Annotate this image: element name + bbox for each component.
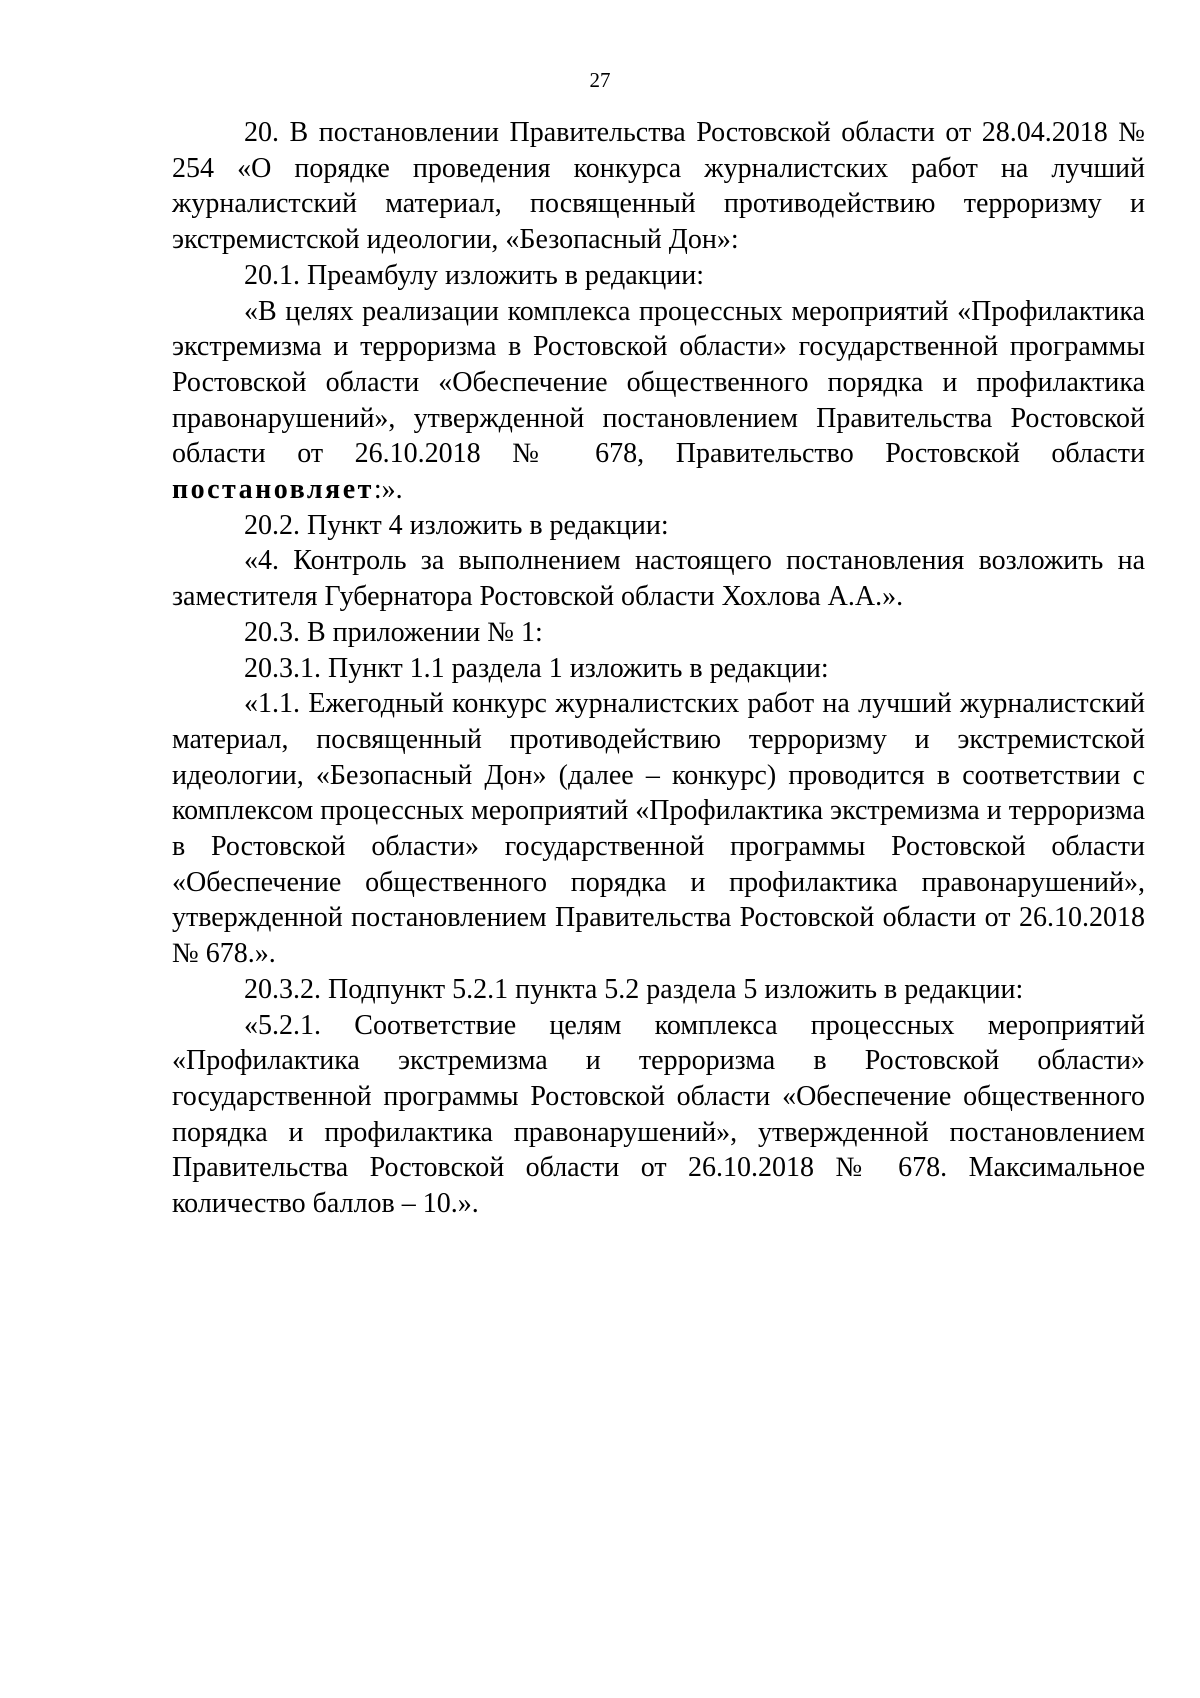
paragraph-point-4-text: «4. Контроль за выполнением настоящего постановления возложить на заместителя Губернатора Ростовской области Хохлова А.А.». bbox=[172, 545, 1145, 613]
paragraph-20: 20. В постановлении Правительства Ростовской области от 28.04.2018 № 254 «О порядке проведения конкурса журналистских работ на лучший журналистский материал, посвященный противодействию терроризму и экстремистской идеологии, «Безопасный Дон»: bbox=[172, 117, 1145, 256]
paragraph-1-1-text: «1.1. Ежегодный конкурс журналистских работ на лучший журналистский материал, посвященный противодействию терроризму и экстремистской идеологии, «Безопасный Дон» (далее – конкурс) проводится в соответствии с комплексом процессных мероприятий «Профилактика экстремизма и терроризма в Ростовской области» государственной программы Ростовской области «Обеспечение общественного порядка и профилактика правонарушений», утвержденной постановлением Правительства Ростовской области от 26.10.2018 № 678.». bbox=[172, 688, 1145, 970]
paragraph-20-3-2: 20.3.2. Подпункт 5.2.1 пункта 5.2 раздела 5 изложить в редакции: bbox=[244, 973, 1024, 1005]
paragraph-20-2: 20.2. Пункт 4 изложить в редакции: bbox=[244, 509, 669, 541]
page-number: 27 bbox=[589, 68, 611, 92]
paragraph-5-2-1-text: «5.2.1. Соответствие целям комплекса процессных мероприятий «Профилактика экстремизма и терроризма в Ростовской области» государственной программы Ростовской области «Обеспечение общественного порядка и профилактика правонарушений», утвержденной постановлением Правительства Ростовской области от 26.10.2018 № 678. Максимальное количество баллов – 10.». bbox=[172, 1009, 1145, 1220]
preamble-text: «В целях реализации комплекса процессных мероприятий «Профилактика экстремизма и терроризма в Ростовской области» государственной программы Ростовской области «Обеспечение общественного порядка и профилактика правонарушений», утвержденной постановлением Правительства Ростовской области от 26.10.2018 № 678, Правительство Ростовской области bbox=[172, 295, 1145, 470]
preamble-bold-word: постановляет bbox=[172, 474, 374, 506]
preamble-end: :». bbox=[373, 474, 403, 506]
paragraph-preamble-text bbox=[172, 294, 1145, 508]
document-body bbox=[172, 115, 1145, 1222]
paragraph-20-3-1: 20.3.1. Пункт 1.1 раздела 1 изложить в редакции: bbox=[244, 652, 829, 684]
paragraph-20-3: 20.3. В приложении № 1: bbox=[244, 616, 543, 648]
paragraph-20-1: 20.1. Преамбулу изложить в редакции: bbox=[244, 259, 705, 291]
